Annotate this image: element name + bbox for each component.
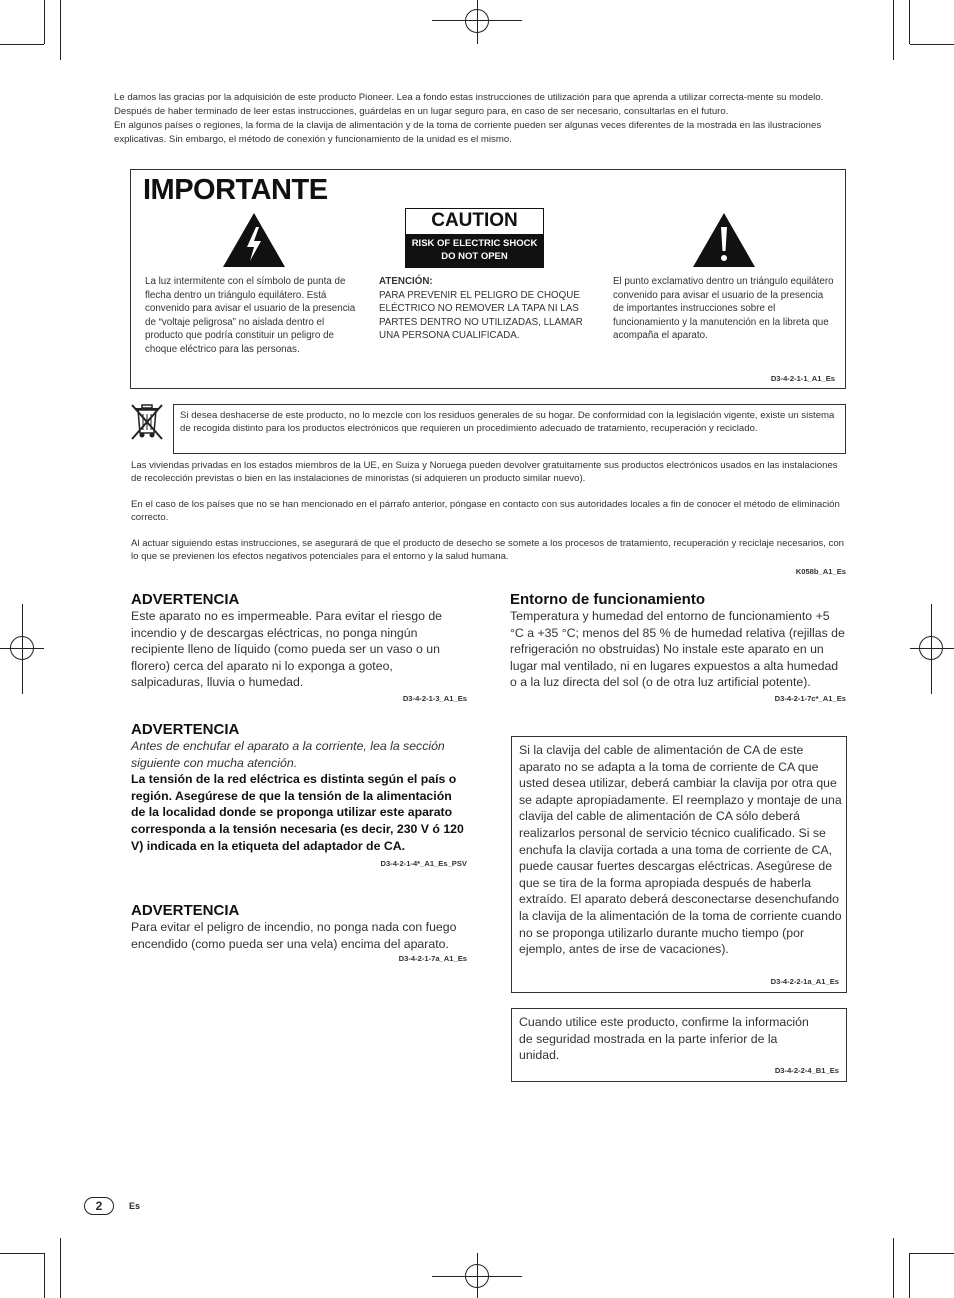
environment-section [510, 591, 846, 703]
ac-plug-notice-text: Si la clavija del cable de alimentación de CA de este aparato no se adapta a la toma de corriente de CA que usted desea utilizar, deberá cambiar la clavija por otra que se adapte apropiadamente. El reemplazo y montaje de una clavija del cable de alimentación de CA sólo deberá realizarlos personal de servicio técnico cualificado. Si se enchufa la clavija cortada a una toma de corriente de CA, puede causar fuertes descargas eléctricas. Asegúrese de que se tira de la forma apropiada después de haberla extraído. El aparato deberá desconectarse desenchufando la clavija de la alimentación de la toma de corriente cuando no se proponga utilizarlo durante mucho tiempo (por ejemplo, antes de irse de vacaciones). [519, 743, 842, 957]
environment-text: Temperatura y humedad del entorno de funcionamiento +5 °C a +35 °C; menos del 85 % de humedad relativa (rejillas de refrigeración no obstruidas) No instale este aparato en un lugar mal ventilado, ni en lugares expuestos a alta humedad o a la luz directa del sol (o de otra luz artificial potente). [510, 609, 845, 690]
weee-paragraph-3: Al actuar siguiendo estas instrucciones, se asegurará de que el producto de desecho se somete a los procesos de tratamiento, recuperación y reciclaje necesarios, con lo que se previenen los efectos negativos potenciales para el entorno y la salud humana. [131, 538, 845, 562]
exclamation-triangle-icon [691, 211, 757, 269]
warning-section-3 [131, 902, 467, 963]
warning-heading-3: ADVERTENCIA [131, 902, 240, 919]
important-title: IMPORTANTE [143, 174, 328, 206]
warning-section-2 [131, 721, 467, 868]
exclamation-description: El punto exclamativo dentro un triángulo equilátero convenido para avisar el usuario de la presencia de importantes instrucciones sobre el funcionamiento y la manutención en la libreta que acompaña el aparato. [613, 276, 834, 342]
caution-label [405, 208, 544, 268]
caution-title: CAUTION [431, 210, 518, 231]
ac-plug-notice-code: D3-4-2-2-1a_A1_Es [770, 977, 839, 986]
safety-info-text: Cuando utilice este producto, confirme la información de seguridad mostrada en la parte inferior de la unidad. [519, 1015, 809, 1063]
weee-body [131, 459, 847, 563]
weee-code: K058b_A1_Es [795, 567, 846, 576]
attention-text: PARA PREVENIR EL PELIGRO DE CHOQUE ELÉCTRICO NO REMOVER LA TAPA NI LAS PARTES DENTRO NO UTILIZADAS, LLAMAR UNA PERSONA CUALIFICADA. [379, 289, 583, 342]
warning-text-1: Este aparato no es impermeable. Para evitar el riesgo de incendio y de descargas eléctricas, no ponga ningún recipiente lleno de líquido (como pueda ser un vaso o un florero) cerca del aparato ni lo exponga a goteo, salpicaduras, lluvia o humedad. [131, 609, 443, 690]
attention-block [379, 275, 601, 343]
lightning-triangle-icon [221, 211, 287, 269]
warning-code-1: D3-4-2-1-3_A1_Es [402, 693, 467, 703]
weee-notice-box: Si desea deshacerse de este producto, no lo mezcle con los residuos generales de su hogar. De conformidad con la legislación vigente, existe un sistema de recogida distinto para los productos electrónicos que requieren un procedimiento adecuado de tratamiento, recuperación y reciclado. [173, 404, 846, 454]
warning-code-3: D3-4-2-1-7a_A1_Es [398, 954, 467, 964]
warning-italic-2: Antes de enchufar el aparato a la corriente, lea la sección siguiente con mucha atención. [131, 739, 445, 770]
warning-text-3: Para evitar el peligro de incendio, no ponga nada con fuego encendido (como pueda ser una vela) encima del aparato. [131, 920, 457, 951]
lightning-description: La luz intermitente con el símbolo de punta de flecha dentro un triángulo equilátero. Está convenido para avisar el usuario de la presencia de “voltaje peligrosa” no aislada dentro el producto que podría constituir un peligro de choque eléctrico para las personas. [145, 276, 356, 355]
environment-code: D3-4-2-1-7c*_A1_Es [774, 693, 846, 703]
safety-info-code: D3-4-2-2-4_B1_Es [774, 1066, 839, 1075]
intro-text [114, 91, 860, 147]
warning-heading-1: ADVERTENCIA [131, 591, 240, 608]
environment-heading: Entorno de funcionamiento [510, 591, 705, 608]
attention-heading: ATENCIÓN: [379, 276, 433, 287]
language-code: Es [129, 1201, 141, 1211]
warning-section-1 [131, 591, 467, 703]
ac-plug-notice-box [511, 736, 847, 993]
crossed-bin-icon [130, 403, 164, 441]
warning-bold-2: La tensión de la red eléctrica es distinta según el país o región. Asegúrese de que la tensión de la alimentación de la localidad donde se proponga utilizar este aparato corresponda a la tensión necesaria (es decir, 230 V ó 120 V) indicada en la etiqueta del adaptador de CA. [131, 772, 464, 853]
caution-subtitle: RISK OF ELECTRIC SHOCK DO NOT OPEN [406, 234, 543, 267]
warning-heading-2: ADVERTENCIA [131, 721, 240, 738]
safety-info-box [511, 1008, 847, 1082]
weee-paragraph-1: Las viviendas privadas en los estados miembros de la UE, en Suiza y Noruega pueden devolver gratuitamente sus productos electrónicos usados en las instalaciones de recolección previstas o bien en las instalaciones de minoristas (si adquieren un producto similar nuevo). [131, 460, 838, 484]
weee-paragraph-2: En el caso de los países que no se han mencionado en el párrafo anterior, póngase en contacto con sus autoridades locales a fin de conocer el método de eliminación correcto. [131, 499, 840, 523]
intro-paragraph-2: En algunos países o regiones, la forma de la clavija de alimentación y de la toma de corriente pueden ser algunas veces diferentes de la mostrada en las ilustraciones explicativas. Sin embargo, el método de conexión y funcionamiento de la unidad es el mismo. [114, 120, 822, 145]
important-box [130, 169, 846, 389]
page-number: 2 [84, 1197, 114, 1215]
important-code: D3-4-2-1-1_A1_Es [770, 374, 835, 383]
warning-code-2: D3-4-2-1-4*_A1_Es_PSV [380, 859, 467, 869]
intro-paragraph-1: Le damos las gracias por la adquisición de este producto Pioneer. Lea a fondo estas instrucciones de utilización para que aprenda a utilizar correcta-mente su modelo. Después de haber terminado de leer estas instrucciones, guárdelas en un lugar seguro para, en caso de ser necesario, consultarlas en el futuro. [114, 92, 824, 117]
